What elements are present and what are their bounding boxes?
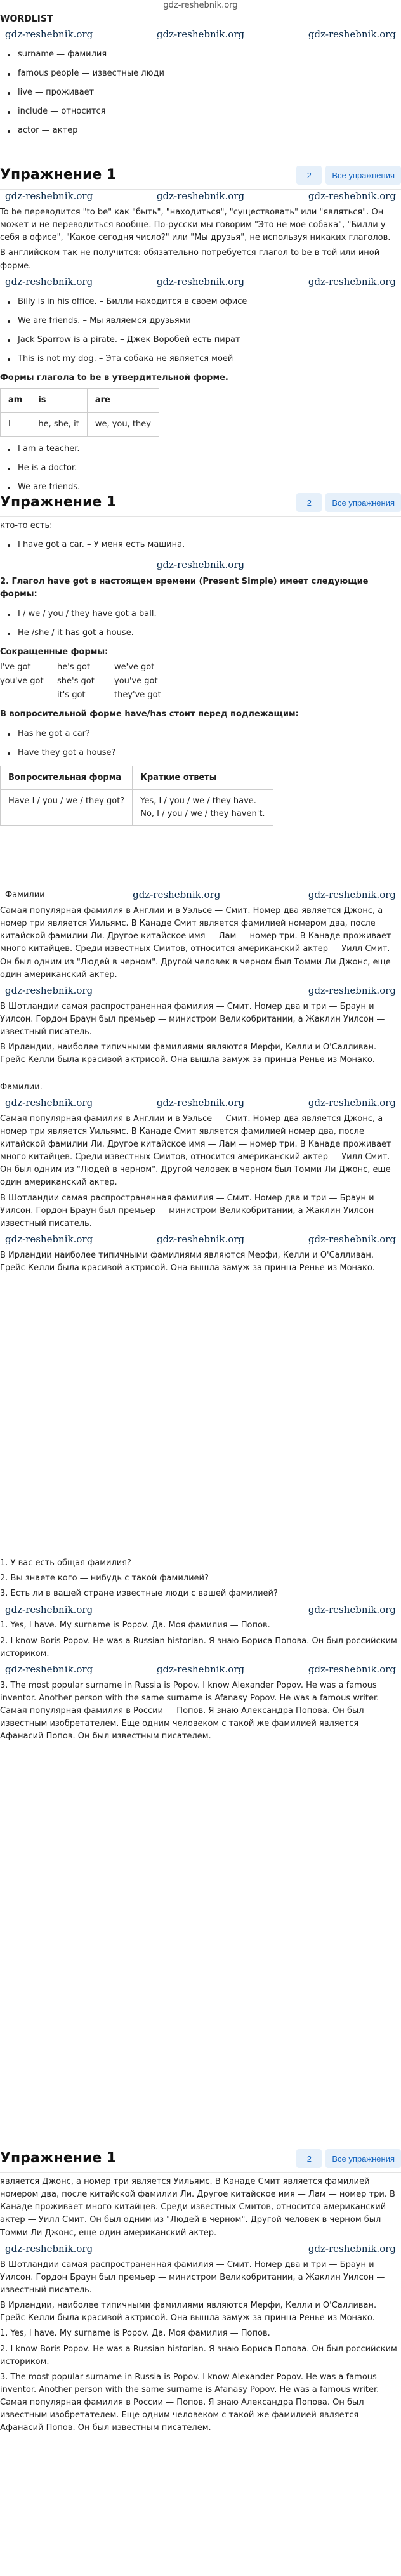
question: 2. Вы знаете кого — нибудь с такой фамилией? (0, 1574, 209, 1584)
table-cell: he, she, it (30, 412, 88, 436)
watermark-row (0, 190, 401, 204)
list-item: live — проживает (6, 86, 401, 99)
watermark: gdz-reshebnik.org (5, 1097, 93, 1109)
table-header: is (30, 389, 88, 412)
watermark: gdz-reshebnik.org (156, 1664, 245, 1676)
next-exercise-button[interactable]: 2 (296, 166, 322, 185)
watermark-row (0, 888, 401, 902)
watermark: gdz-reshebnik.org (133, 889, 221, 901)
table-cell-line: Yes, I / you / we / they have. (140, 796, 256, 806)
list-item: actor — актер (6, 124, 401, 137)
question-heading: В вопросительной форме have/has стоит перед подлежащим: (0, 709, 299, 720)
list-item: I am a teacher. (6, 443, 401, 456)
paragraph: Самая популярная фамилия в Англии и в Уэльсе — Смит. Номер два является Джонс, а номер три является Уильямс. В Канаде Смит является фамилией номер два, после китайской фамилии Ли. Другое китайское имя — Лам — номер три. В Канаде проживает много китайцев. Среди известных Смитов, относится американский актер — Уилл Смит. Он был одним из "Людей в черном". Другой человек в черном был Томми Ли Джонс, еще один американский актер. (0, 1114, 391, 1188)
watermark: gdz-reshebnik.org (156, 190, 245, 202)
exercise-header (0, 2145, 401, 2173)
section-lead: Фамилии (5, 890, 45, 900)
short-forms-grid (0, 659, 401, 704)
watermark: gdz-reshebnik.org (308, 190, 396, 202)
question-list (0, 728, 401, 759)
exercise-nav (296, 2149, 401, 2168)
watermark: gdz-reshebnik.org (308, 1603, 396, 1615)
answer: 3. The most popular surname in Russia is Popov. I know Alexander Popov. He was a famous inventor. Another person with the same surname is Afanasy Popov. He was a famous writer. Самая популярная фамилия в России — Попов. Я знаю Александра Попова. Он был известным изобретателем. Еще одним человеком с такой же фамилией является Афанасий Попов. Он был известным писателем. (0, 1680, 379, 1742)
next-exercise-button[interactable]: 2 (296, 2149, 322, 2168)
watermark: gdz-reshebnik.org (5, 1603, 93, 1615)
exercise-header (0, 161, 401, 190)
list-item: Billy is in his office. – Билли находится в своем офисе (6, 296, 401, 308)
short-form: we've got (114, 662, 155, 672)
watermark-row (0, 1603, 401, 1617)
question: 1. У вас есть общая фамилия? (0, 1558, 131, 1568)
watermark: gdz-reshebnik.org (156, 558, 245, 570)
watermark-row (0, 1233, 401, 1247)
short-form: it's got (57, 690, 86, 700)
qa-section (0, 1557, 401, 2141)
examples-list (0, 296, 401, 366)
table-header: am (1, 389, 30, 412)
watermark-row (0, 558, 401, 572)
paragraph: является Джонс, а номер три является Уильямс. В Канаде Смит является фамилией номером два, после китайской фамилии Ли. Другое китайское имя — Лам — номер три. В Канаде проживает много китайцев. Среди известных Смитов, относится американский актер — Уилл Смит. Он был одним из "Людей в черном". Другой человек в черном был Томми Ли Джонс, еще один американский актер. (0, 2177, 395, 2238)
watermark-row (0, 1096, 401, 1110)
answer: 1. Yes, I have. My surname is Popov. Да. Моя фамилия — Попов. (0, 2329, 270, 2339)
watermark: gdz-reshebnik.org (156, 1233, 245, 1245)
wordlist-section (0, 11, 401, 157)
watermark: gdz-reshebnik.org (308, 889, 396, 901)
all-exercises-button[interactable]: Все упражнения (325, 2149, 401, 2168)
short-form: you've got (114, 676, 158, 687)
text-section-3 (0, 888, 401, 1554)
short-form (0, 689, 51, 702)
paragraph: В Шотландии самая распространенная фамилия — Смит. Номер два и три — Браун и Уилсон. Гордон Браун был премьер — министром Великобритании, а Жаклин Уилсон — известный писатель. (0, 2259, 385, 2295)
paragraph: В Ирландии, наиболее типичными фамилиями являются Мерфи, Келли и О'Салливан. Грейс Келли была красивой актрисой. Она вышла замуж за принца Ренье из Монако. (0, 1042, 377, 1065)
list-item: I have got a car. – У меня есть машина. (6, 539, 401, 551)
section-lead: Фамилии. (0, 1082, 43, 1092)
list-item: Has he got a car? (6, 728, 401, 740)
answer: 1. Yes, I have. My surname is Popov. Да. Моя фамилия — Попов. (0, 1620, 270, 1631)
short-form: I've got (0, 662, 31, 672)
forms-table (0, 388, 159, 436)
wordlist-list (0, 48, 401, 138)
watermark: gdz-reshebnik.org (308, 1664, 396, 1676)
question-table (0, 766, 273, 826)
table-cell: I (1, 412, 30, 436)
watermark: gdz-reshebnik.org (5, 276, 93, 288)
list-item: He is a doctor. (6, 462, 401, 475)
watermark-row (0, 275, 401, 289)
watermark: gdz-reshebnik.org (308, 2243, 396, 2255)
short-form: you've got (0, 676, 44, 687)
paragraph: В английском так не получится: обязательно потребуется глагол to be в той или иной форме. (0, 248, 380, 271)
paragraph: В Ирландии, наиболее типичными фамилиями являются Мерфи, Келли и О'Салливан. Грейс Келли была красивой актрисой. Она вышла замуж за принца Ренье из Монако. (0, 2301, 377, 2323)
watermark: gdz-reshebnik.org (308, 1233, 396, 1245)
watermark: gdz-reshebnik.org (308, 1097, 396, 1109)
table-cell-line: No, I / you / we / they haven't. (140, 809, 265, 819)
list-item: We are friends. – Мы являемся друзьями (6, 315, 401, 327)
watermark: gdz-reshebnik.org (5, 2243, 93, 2255)
watermark-row (0, 1663, 401, 1677)
exercise-title: Упражнение 1 (0, 494, 117, 510)
paragraph: В Ирландии наиболее типичными фамилиями являются Мерфи, Келли и О'Салливан. Грейс Келли была красивой актрисой. Она вышла замуж за принца Ренье из Монако. (0, 1250, 375, 1273)
list-item: He /she / it has got a house. (6, 627, 401, 640)
exercise-nav (296, 493, 401, 512)
watermark: gdz-reshebnik.org (308, 276, 396, 288)
all-exercises-button[interactable]: Все упражнения (325, 166, 401, 185)
list-item: include — относится (6, 105, 401, 118)
short-form: she's got (57, 676, 95, 687)
table-header: Краткие ответы (133, 766, 273, 789)
list-item: famous people — известные люди (6, 67, 401, 80)
table-cell: Have I / you / we / they got? (1, 789, 133, 825)
short-form: he's got (57, 662, 91, 672)
list-item: Have they got a house? (6, 747, 401, 759)
watermark: gdz-reshebnik.org (5, 1233, 93, 1245)
watermark: gdz-reshebnik.org (5, 29, 93, 41)
table-cell (133, 789, 273, 825)
watermark-row (0, 2242, 401, 2256)
watermark: gdz-reshebnik.org (5, 1664, 93, 1676)
watermark: gdz-reshebnik.org (156, 1097, 245, 1109)
exercise-section-1 (0, 161, 401, 492)
forms-list (0, 608, 401, 640)
list-item: We are friends. (6, 481, 401, 494)
list-item: I / we / you / they have got a ball. (6, 608, 401, 621)
list-item: This is not my dog. – Эта собака не является моей (6, 353, 401, 365)
watermark-row (0, 28, 401, 42)
table-header: Вопросительная форма (1, 766, 133, 789)
watermark: gdz-reshebnik.org (156, 276, 245, 288)
top-watermark: gdz-reshebnik.org (163, 1, 238, 10)
examples-list (0, 539, 401, 551)
exercise-title: Упражнение 1 (0, 166, 117, 183)
watermark: gdz-reshebnik.org (308, 29, 396, 41)
forms-heading: Формы глагола to be в утвердительной форме. (0, 373, 228, 383)
table-header: are (87, 389, 159, 412)
examples-list (0, 443, 401, 494)
list-item: surname — фамилия (6, 48, 401, 61)
exercise-nav (296, 166, 401, 185)
paragraph: кто-то есть: (0, 521, 53, 530)
list-item: Jack Sparrow is a pirate. – Джек Воробей есть пират (6, 334, 401, 346)
short-forms-heading: Сокращенные формы: (0, 647, 108, 657)
question: 3. Есть ли в вашей стране известные люди с вашей фамилией? (0, 1589, 278, 1599)
wordlist-heading: WORDLIST (0, 14, 53, 24)
answer: 2. I know Boris Popov. He was a Russian historian. Я знаю Бориса Попова. Он был российским историком. (0, 2344, 397, 2367)
exercise-section-2 (0, 489, 401, 888)
table-cell: we, you, they (87, 412, 159, 436)
paragraph: В Шотландии самая распространенная фамилия — Смит. Номер два и три — Браун и Уилсон. Гордон Браун был премьер — министром Великобритании, а Жаклин Уилсон — известный писатель. (0, 1193, 385, 1228)
answer: 3. The most popular surname in Russia is Popov. I know Alexander Popov. He was a famous inventor. Another person with the same surname is Afanasy Popov. He was a famous writer. Самая популярная фамилия в России — Попов. Я знаю Александра Попова. Он был известным изобретателем. Еще одним человеком с такой же фамилией является Афанасий Попов. Он был известным писателем. (0, 2372, 379, 2433)
watermark: gdz-reshebnik.org (308, 985, 396, 997)
answer: 2. I know Boris Popov. He was a Russian historian. Я знаю Бориса Попова. Он был российским историком. (0, 1636, 397, 1659)
all-exercises-button[interactable]: Все упражнения (325, 493, 401, 512)
watermark: gdz-reshebnik.org (5, 190, 93, 202)
watermark: gdz-reshebnik.org (156, 29, 245, 41)
watermark-row (0, 984, 401, 998)
short-form: they've got (114, 690, 161, 700)
section-heading: 2. Глагол have got в настоящем времени (Present Simple) имеет следующие формы: (0, 577, 369, 600)
exercise-section-5 (0, 2145, 401, 2576)
paragraph: Самая популярная фамилия в Англии и в Уэльсе — Смит. Номер два является Джонс, а номер три является Уильямс. В Канаде Смит является фамилией номером два, после китайской фамилии Ли. Другое китайское имя — Лам — номер три. В Канаде проживает много китайцев. Среди известных Смитов, относится американский актер — Уилл Смит. Он был одним из "Людей в черном". Другой человек в черном был Томми Ли Джонс, еще один американский актер. (0, 906, 391, 980)
watermark: gdz-reshebnik.org (5, 985, 93, 997)
next-exercise-button[interactable]: 2 (296, 493, 322, 512)
exercise-title: Упражнение 1 (0, 2150, 117, 2166)
paragraph: To be переводится "to be" как "быть", "находиться", "существовать" или "являться". Он может и не переводиться вообще. По-русски мы говорим "Это не мое собака", "Билли у себя в офисе", "Какое сегодня число?" или "Мы друзья", не используя никаких глаголов. (0, 207, 391, 243)
paragraph: В Шотландии самая распространенная фамилия — Смит. Номер два и три — Браун и Уилсон. Гордон Браун был премьер — министром Великобритании, а Жаклин Уилсон — известный писатель. (0, 1001, 385, 1037)
